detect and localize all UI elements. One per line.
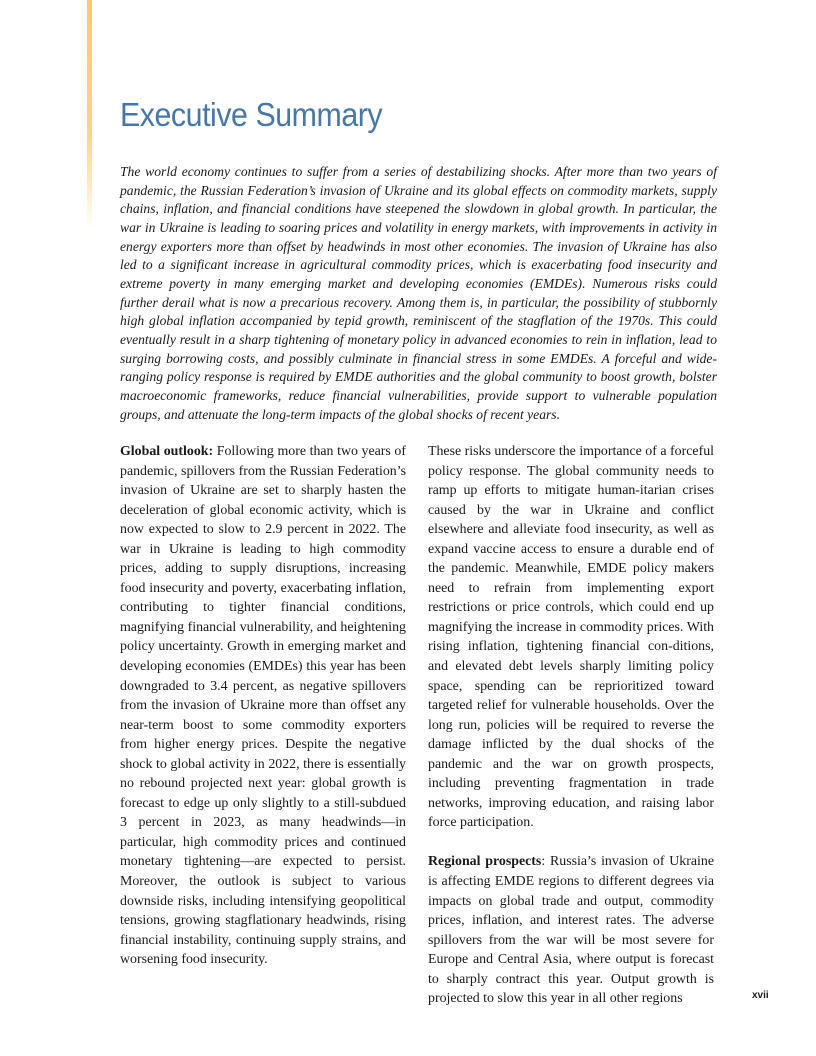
global-outlook-paragraph — [120, 442, 406, 970]
regional-prospects-paragraph — [428, 852, 714, 1008]
intro-paragraph: The world economy continues to suffer from a series of destabilizing shocks. After more than two years of pandemic, the Russian Federation’s invasion of Ukraine and its global effects on commodity markets, supply chains, inflation, and financial conditions have steepened the slowdown in global growth. In particular, the war in Ukraine is leading to soaring prices and volatility in energy markets, with improvements in activity in energy exporters more than offset by headwinds in most other economies. The invasion of Ukraine has also led to a significant increase in agricultural commodity prices, which is exacerbating food insecurity and extreme poverty in many emerging market and developing economies (EMDEs). Numerous risks could further derail what is now a precarious recovery. Among them is, in particular, the possibility of stubbornly high global inflation accompanied by tepid growth, reminiscent of the stagflation of the 1970s. This could eventually result in a sharp tightening of monetary policy in advanced economies to rein in inflation, lead to surging borrowing costs, and possibly culminate in financial stress in some EMDEs. A forceful and wide-ranging policy response is required by EMDE authorities and the global community to boost growth, bolster macroeconomic frameworks, reduce financial vulnerabilities, provide support to vulnerable population groups, and attenuate the long-term impacts of the global shocks of recent years. — [120, 164, 717, 422]
regional-prospects-heading: Regional prospects — [428, 854, 542, 870]
global-outlook-heading: Global outlook: — [120, 444, 214, 459]
page-number: xvii — [752, 990, 769, 1001]
global-outlook-text: Following more than two years of pandemic, spillovers from the Russian Federation’s invasion of Ukraine are set to sharply hasten the deceleration of global economic activity, which is now expected to slow to 2.9 percent in 2022. The war in Ukraine is leading to high commodity prices, adding to supply disruptions, increasing food insecurity and poverty, exacerbating inflation, contributing to tighter financial conditions, magnifying financial vulnerability, and heightening policy uncertainty. Growth in emerging market and developing economies (EMDEs) this year has been downgraded to 3.4 percent, as negative spillovers from the invasion of Ukraine more than offset any near-term boost to some commodity exporters from higher energy prices. Despite the negative shock to global activity in 2022, there is essentially no rebound projected next year: global growth is forecast to edge up only slightly to a still-subdued 3 percent in 2023, as many headwinds—in particular, high commodity prices and continued monetary tightening—are expected to persist. Moreover, the outlook is subject to various downside risks, including intensifying geopolitical tensions, growing stagflationary headwinds, rising financial instability, continuing supply strains, and worsening food insecurity. — [120, 444, 406, 968]
accent-bar — [87, 0, 92, 230]
page-title: Executive Summary — [120, 96, 383, 133]
right-column — [428, 442, 714, 1009]
risks-paragraph: These risks underscore the importance of a forceful policy response. The global community needs to ramp up efforts to mitigate human-itarian crises caused by the war in Ukraine and conflict elsewhere and alleviate food insecurity, as well as expand vaccine access to ensure a durable end of the pandemic. Meanwhile, EMDE policy makers need to refrain from implementing export restrictions or price controls, which could end up magnifying the increase in commodity prices. With rising inflation, tightening financial con-ditions, and elevated debt levels sharply limiting policy space, spending can be reprioritized toward targeted relief for vulnerable households. Over the long run, policies will be required to reverse the damage inflicted by the dual shocks of the pandemic and the war on growth prospects, including preventing fragmentation in trade networks, improving education, and raising labor force participation. — [428, 444, 714, 831]
left-column — [120, 442, 406, 970]
regional-prospects-text: : Russia’s invasion of Ukraine is affecting EMDE regions to different degrees via impacts on global trade and output, commodity prices, inflation, and interest rates. The adverse spillovers from the war will be most severe for Europe and Central Asia, where output is forecast to sharply contract this year. Output growth is projected to slow this year in all other regions — [428, 854, 714, 1007]
